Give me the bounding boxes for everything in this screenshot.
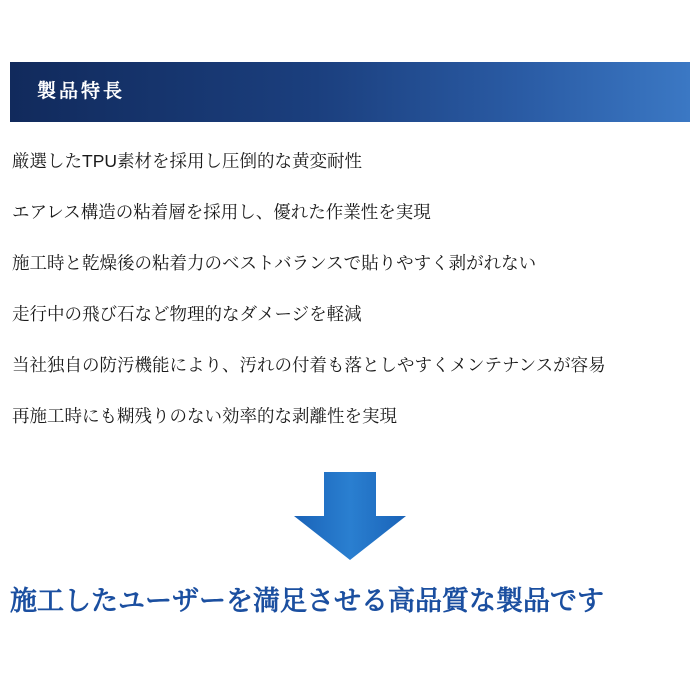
list-item: 厳選したTPU素材を採用し圧倒的な黄変耐性 [12, 151, 362, 171]
arrow-container [10, 472, 690, 572]
summary-statement: 施工したユーザーを満足させる高品質な製品です [10, 586, 604, 616]
list-item: 走行中の飛び石など物理的なダメージを軽減 [12, 304, 362, 324]
down-arrow-icon [290, 472, 410, 560]
content-panel [10, 32, 690, 668]
list-item: エアレス構造の粘着層を採用し、優れた作業性を実現 [12, 202, 431, 222]
feature-list [10, 150, 690, 427]
page-title: 製品特長 [37, 81, 126, 102]
list-item: 施工時と乾燥後の粘着力のベストバランスで貼りやすく剥がれない [12, 253, 537, 273]
list-item: 再施工時にも糊残りのない効率的な剥離性を実現 [12, 406, 397, 426]
list-item: 当社独自の防汚機能により、汚れの付着も落としやすくメンテナンスが容易 [12, 355, 606, 375]
